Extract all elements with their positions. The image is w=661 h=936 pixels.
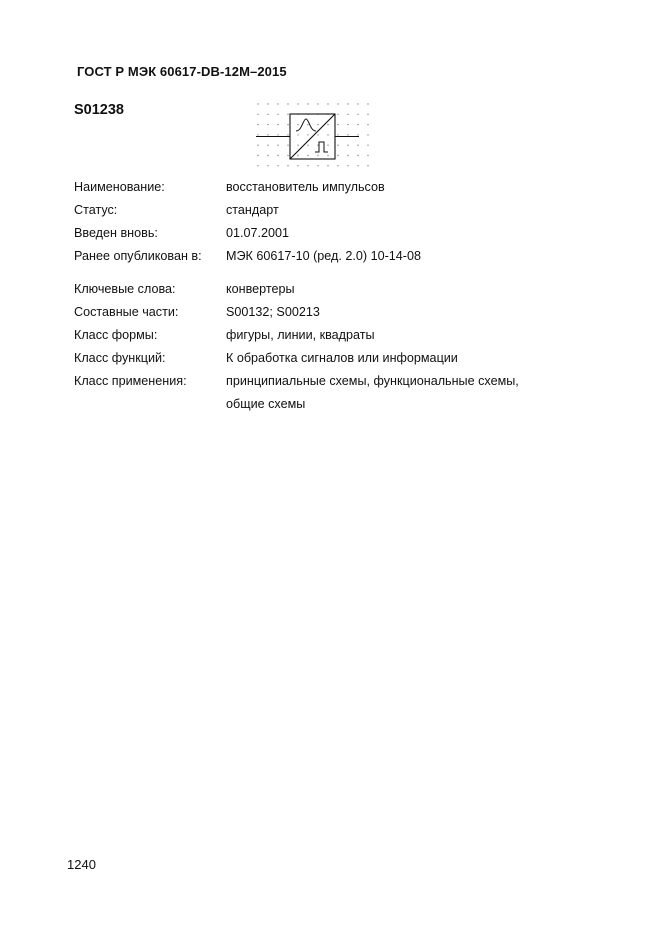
grid-dot [347, 134, 348, 135]
grid-dot [337, 103, 338, 104]
property-label: Класс функций: [74, 351, 166, 365]
grid-dot [327, 134, 328, 135]
grid-dot [287, 134, 288, 135]
pulse-regenerator-symbol-icon [252, 100, 374, 170]
property-value: МЭК 60617-10 (ред. 2.0) 10-14-08 [226, 249, 421, 263]
grid-dot [257, 165, 258, 166]
grid-dot [277, 103, 278, 104]
symbol-code: S01238 [74, 102, 124, 118]
grid-dot [367, 165, 368, 166]
property-value: восстановитель импульсов [226, 180, 385, 194]
property-label: Ранее опубликован в: [74, 249, 202, 263]
grid-dot [357, 103, 358, 104]
square-pulse-glyph [315, 142, 328, 152]
grid-dot [347, 165, 348, 166]
grid-dot [267, 165, 268, 166]
grid-dot [327, 155, 328, 156]
grid-dot [307, 124, 308, 125]
property-label: Статус: [74, 203, 118, 217]
grid-dot [297, 124, 298, 125]
grid-dot [357, 155, 358, 156]
grid-dot [357, 145, 358, 146]
grid-dot [297, 165, 298, 166]
grid-dot [367, 134, 368, 135]
grid-dot [277, 145, 278, 146]
grid-dot [367, 145, 368, 146]
page-number: 1240 [67, 857, 96, 872]
grid-dot [287, 114, 288, 115]
grid-dot [287, 103, 288, 104]
grid-dot [277, 114, 278, 115]
grid-dot [327, 145, 328, 146]
grid-dot [307, 103, 308, 104]
grid-dot [267, 134, 268, 135]
grid-dot [267, 155, 268, 156]
grid-dot [257, 155, 258, 156]
grid-dot [357, 134, 358, 135]
property-value: К обработка сигналов или информации [226, 351, 458, 365]
grid-dot [297, 103, 298, 104]
property-value: стандарт [226, 203, 279, 217]
grid-dot [287, 145, 288, 146]
grid-dot [357, 124, 358, 125]
grid-dot [277, 155, 278, 156]
property-label: Ключевые слова: [74, 282, 176, 296]
grid-dot [297, 134, 298, 135]
grid-dot [257, 145, 258, 146]
property-value: фигуры, линии, квадраты [226, 328, 375, 342]
grid-dot [307, 165, 308, 166]
grid-dot [367, 103, 368, 104]
grid-dot [327, 103, 328, 104]
grid-dot [257, 114, 258, 115]
property-label: Наименование: [74, 180, 165, 194]
property-value: принципиальные схемы, функциональные схемы, [226, 374, 519, 388]
grid-dot [317, 165, 318, 166]
grid-dot [317, 124, 318, 125]
property-value: 01.07.2001 [226, 226, 290, 240]
grid-dot [277, 134, 278, 135]
grid-dot [287, 124, 288, 125]
grid-dot [337, 145, 338, 146]
grid-dot [267, 103, 268, 104]
grid-dot [257, 103, 258, 104]
grid-dot [337, 124, 338, 125]
grid-dot [257, 124, 258, 125]
property-value: общие схемы [226, 397, 306, 411]
symbol-diagonal [290, 114, 335, 159]
grid-dot [297, 145, 298, 146]
grid-dot [337, 165, 338, 166]
grid-dot [287, 165, 288, 166]
grid-dot [357, 114, 358, 115]
grid-dot [337, 114, 338, 115]
grid-dot [297, 155, 298, 156]
property-label: Составные части: [74, 305, 179, 319]
grid-dot [367, 124, 368, 125]
grid-dot [317, 134, 318, 135]
grid-dot [347, 114, 348, 115]
grid-dot [367, 114, 368, 115]
grid-dot [337, 134, 338, 135]
grid-dot [347, 155, 348, 156]
grid-dot [357, 165, 358, 166]
grid-dot [317, 145, 318, 146]
grid-dot [267, 145, 268, 146]
grid-dot [367, 155, 368, 156]
grid-dot [347, 124, 348, 125]
grid-dot [337, 155, 338, 156]
distorted-pulse-glyph [296, 119, 316, 131]
grid-dot [317, 155, 318, 156]
grid-dot [277, 165, 278, 166]
grid-dot [287, 155, 288, 156]
grid-dot [277, 124, 278, 125]
property-value: S00132; S00213 [226, 305, 320, 319]
grid-dot [347, 103, 348, 104]
document-header: ГОСТ Р МЭК 60617-DB-12M–2015 [77, 64, 287, 79]
property-label: Класс формы: [74, 328, 158, 342]
grid-dot [347, 145, 348, 146]
property-label: Введен вновь: [74, 226, 158, 240]
property-value: конвертеры [226, 282, 295, 296]
grid-dot [257, 134, 258, 135]
grid-dot [327, 165, 328, 166]
grid-dot [307, 155, 308, 156]
grid-dot [307, 134, 308, 135]
grid-dot [327, 124, 328, 125]
grid-dot [267, 114, 268, 115]
property-label: Класс применения: [74, 374, 187, 388]
grid-dot [267, 124, 268, 125]
grid-dot [317, 103, 318, 104]
grid-dot [307, 145, 308, 146]
